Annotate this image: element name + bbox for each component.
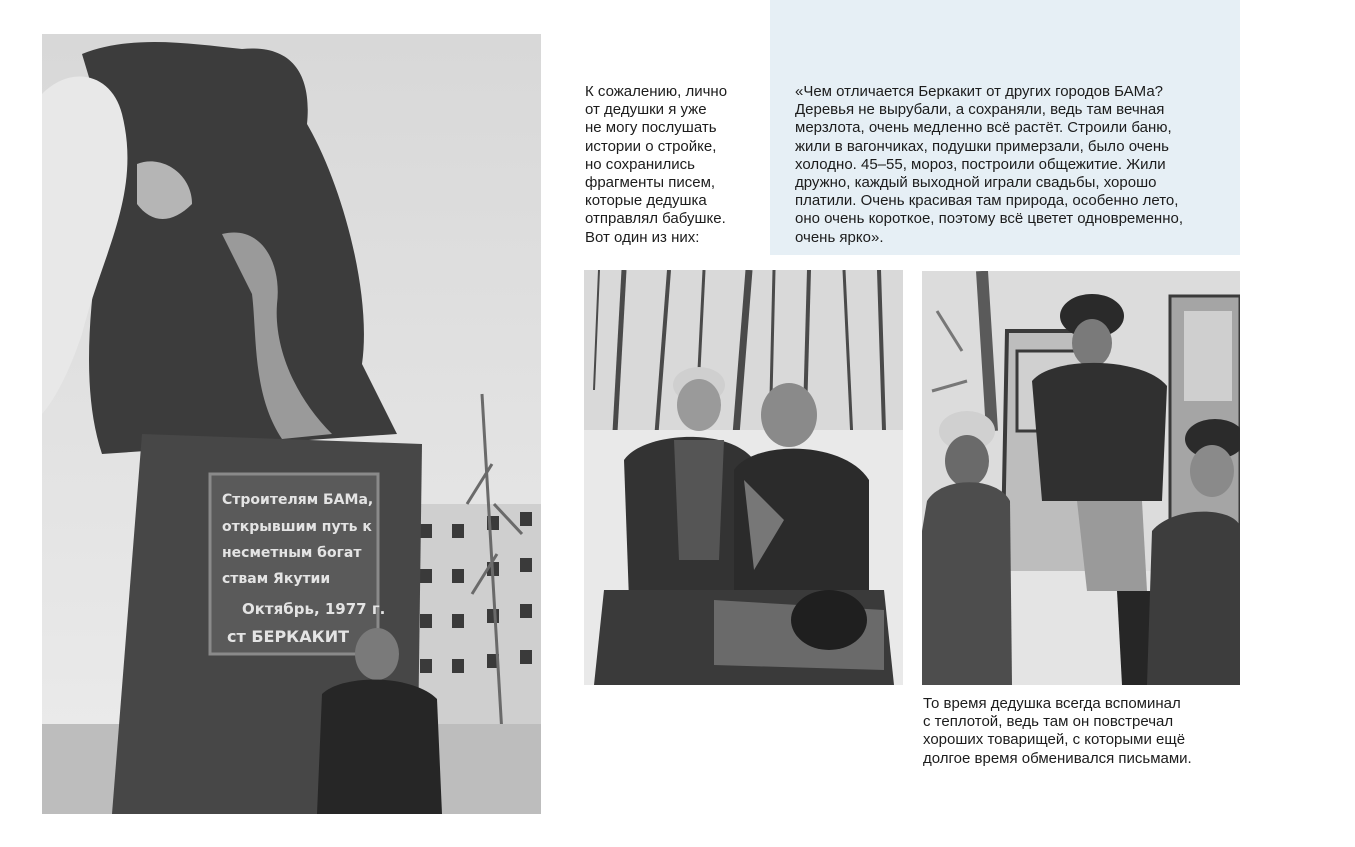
intro-text: К сожалению, лично от дедушки я уже не могу послушать истории о стройке, но сохранились фрагменты писем, которые дедушка отправлял бабушке. Вот один из них: xyxy=(585,83,728,246)
three-men-truck-photo xyxy=(922,271,1240,685)
plaque-line-5: Октябрь, 1977 г. xyxy=(242,600,386,618)
plaque-line-6: ст БЕРКАКИТ xyxy=(227,627,350,646)
plaque-line-3: несметным богат xyxy=(222,545,362,561)
letter-quote: «Чем отличается Беркакит от других городов БАМа? Деревья не вырубали, а сохраняли, ведь там вечная мерзлота, очень медленно всё растёт. Строили баню, жили в вагончиках, подушки примерзали, было очень холодно. 45–55, мороз, построили общежитие. Жили дружно, каждый выходной играли свадьбы, хорошо платили. Очень красивая там природа, особенно лето, оно очень короткое, поэтому всё цветет одновременно, очень ярко». xyxy=(795,83,1184,246)
plaque-line-2: открывшим путь к xyxy=(222,519,372,535)
plaque-line-4: ствам Якутии xyxy=(222,571,331,587)
plaque-line-1: Строителям БАМа, xyxy=(222,492,374,508)
photo-caption: То время дедушка всегда вспоминал с теплотой, ведь там он повстречал хороших товарищей, с которыми ещё долгое время обменивался письмами. xyxy=(923,695,1192,767)
monument-photo xyxy=(42,34,541,814)
two-men-photo xyxy=(584,270,903,685)
